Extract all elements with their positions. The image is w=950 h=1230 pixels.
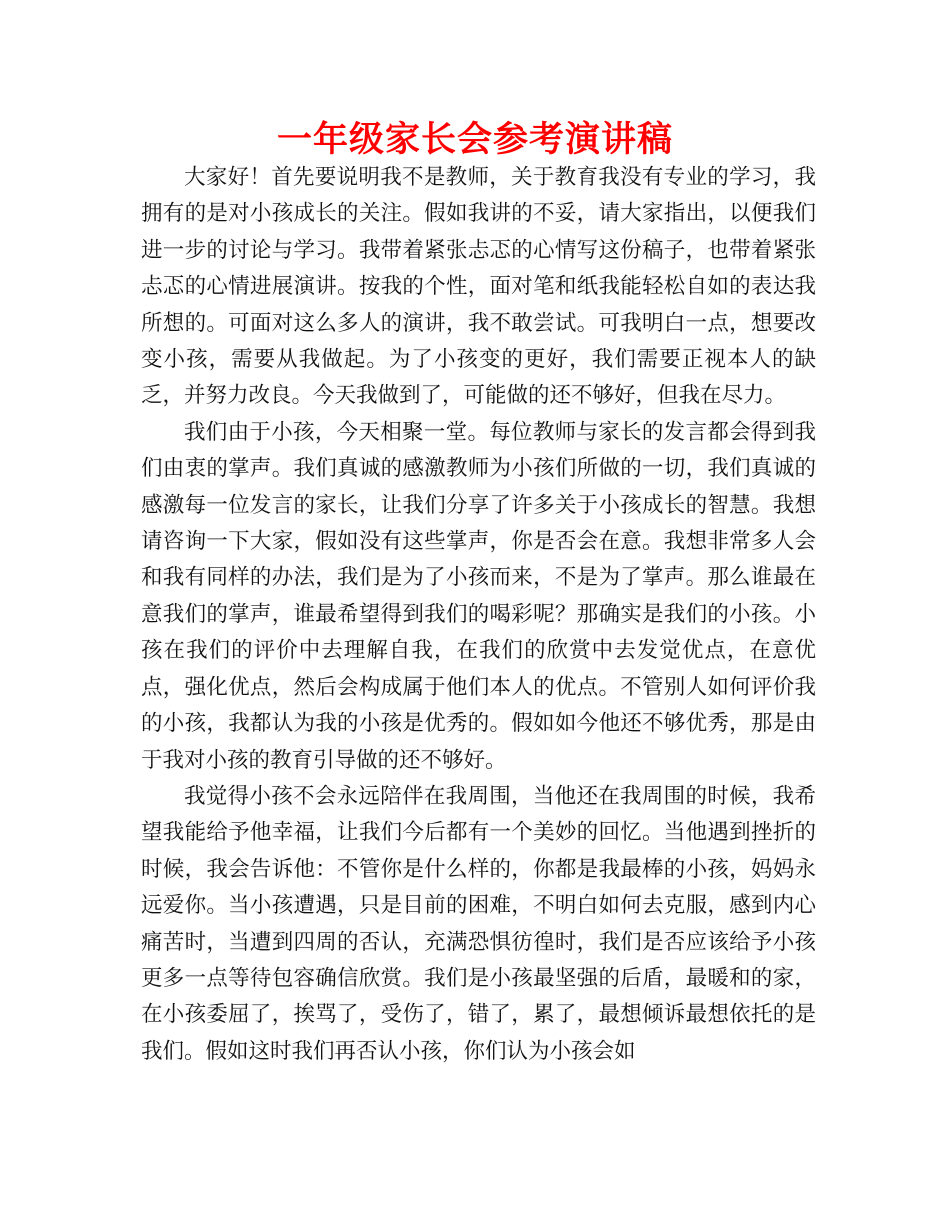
paragraph-2: 我们由于小孩，今天相聚一堂。每位教师与家长的发言都会得到我们由衷的掌声。我们真诚的感激教师为小孩们所做的一切，我们真诚的感激每一位发言的家长，让我们分享了许多关于小孩成长的智慧。我想请咨询一下大家，假如没有这些掌声，你是否会在意。我想非常多人会和我有同样的办法，我们是为了小孩而来，不是为了掌声。那么谁最在意我们的掌声，谁最希望得到我们的喝彩呢？那确实是我们的小孩。小孩在我们的评价中去理解自我，在我们的欣赏中去发觉优点，在意优点，强化优点，然后会构成属于他们本人的优点。不管别人如何评价我的小孩，我都认为我的小孩是优秀的。假如如今他还不够优秀，那是由于我对小孩的教育引导做的还不够好。 (141, 419, 816, 773)
page-title: 一年级家长会参考演讲稿 (276, 120, 673, 160)
paragraph-3: 我觉得小孩不会永远陪伴在我周围，当他还在我周围的时候，我希望我能给予他幸福，让我们今后都有一个美妙的回忆。当他遇到挫折的时候，我会告诉他：不管你是什么样的，你都是我最棒的小孩，妈妈永远爱你。当小孩遭遇，只是目前的困难，不明白如何去克服，感到内心痛苦时，当遭到四周的否认，充满恐惧彷徨时，我们是否应该给予小孩更多一点等待包容确信欣赏。我们是小孩最坚强的后盾，最暖和的家，在小孩委屈了，挨骂了，受伤了，错了，累了，最想倾诉最想依托的是我们。假如这时我们再否认小孩，你们认为小孩会如 (141, 783, 816, 1064)
document-body (141, 160, 816, 1070)
paragraph-1: 大家好！首先要说明我不是教师，关于教育我没有专业的学习，我拥有的是对小孩成长的关注。假如我讲的不妥，请大家指出，以便我们进一步的讨论与学习。我带着紧张忐忑的心情写这份稿子，也带着紧张忐忑的心情进展演讲。按我的个性，面对笔和纸我能轻松自如的表达我所想的。可面对这么多人的演讲，我不敢尝试。可我明白一点，想要改变小孩，需要从我做起。为了小孩变的更好，我们需要正视本人的缺乏，并努力改良。今天我做到了，可能做的还不够好，但我在尽力。 (141, 165, 816, 409)
